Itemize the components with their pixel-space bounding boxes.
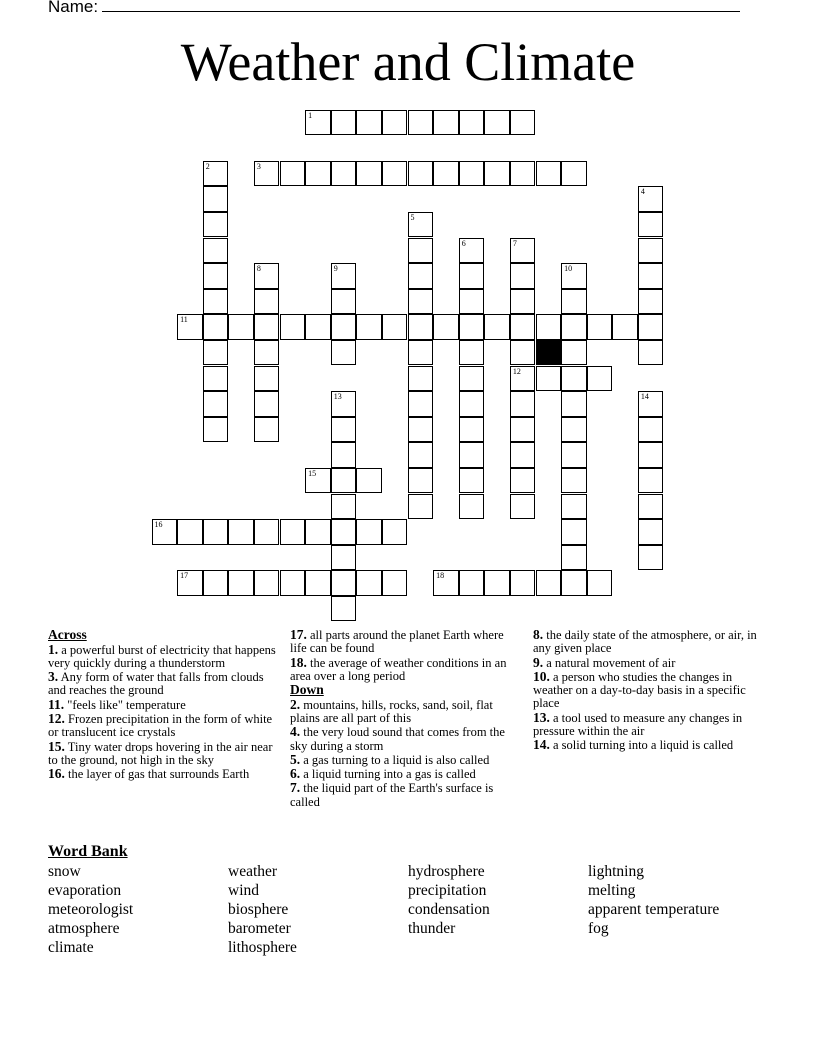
word-bank-item: lithosphere [228,939,297,956]
grid-cell[interactable] [331,314,357,340]
grid-cell[interactable] [561,417,587,443]
cell-number: 18 [436,571,445,581]
grid-cell[interactable] [356,161,382,187]
grid-cell[interactable] [561,545,587,571]
grid-cell[interactable] [638,212,664,238]
grid-cell[interactable] [382,314,408,340]
clue-down-4: 4. the very loud sound that comes from the sky during a storm [290,724,505,753]
clue-down-6: 6. a liquid turning into a gas is called [290,766,476,782]
grid-cell[interactable] [484,570,510,596]
grid-cell[interactable] [331,340,357,366]
cell-number: 10 [564,264,573,274]
clue-across-15: 15. Tiny water drops hovering in the air near to the ground, not high in the sky [48,738,273,767]
grid-cell[interactable] [305,110,331,136]
grid-cell[interactable] [484,161,510,187]
grid-cell[interactable] [408,263,434,289]
cell-number: 13 [333,392,342,402]
grid-cell[interactable] [203,366,229,392]
grid-cell[interactable] [459,263,485,289]
clue-down-14: 14. a solid turning into a liquid is called [533,737,734,753]
grid-cell[interactable] [408,442,434,468]
grid-cell[interactable] [612,314,638,340]
grid-cell[interactable] [408,212,434,238]
grid-cell[interactable] [510,570,536,596]
grid-cell[interactable] [561,263,587,289]
cell-number: 1 [308,110,313,120]
word-bank-item: thunder [408,920,456,937]
grid-cell[interactable] [203,391,229,417]
grid-cell[interactable] [382,519,408,545]
grid-cell[interactable] [484,314,510,340]
grid-cell[interactable] [433,110,459,136]
clue-down-9: 9. a natural movement of air [533,654,676,670]
cell-number: 8 [256,264,261,274]
word-bank-item: atmosphere [48,920,120,937]
grid-cell[interactable] [638,442,664,468]
grid-cell[interactable] [331,263,357,289]
down-heading: Down [290,682,324,698]
grid-cell[interactable] [561,494,587,520]
word-bank-item: melting [588,882,636,899]
grid-cell[interactable] [382,110,408,136]
grid-cell[interactable] [459,366,485,392]
grid-cell[interactable] [408,391,434,417]
cell-number: 17 [180,571,189,581]
grid-cell[interactable] [638,494,664,520]
grid-cell[interactable] [638,417,664,443]
grid-cell[interactable] [305,468,331,494]
clue-down-10: 10. a person who studies the changes in weather on a day-to-day basis in a specific place [533,668,746,711]
grid-cell[interactable] [561,289,587,315]
grid-cell[interactable] [408,161,434,187]
clues-column-1 [48,628,280,781]
grid-cell[interactable] [254,519,280,545]
grid-cell[interactable] [459,110,485,136]
word-bank-item: hydrosphere [408,863,485,880]
grid-cell[interactable] [638,238,664,264]
grid-cell[interactable] [331,417,357,443]
grid-cell[interactable] [228,519,254,545]
grid-cell[interactable] [510,340,536,366]
grid-cell[interactable] [536,161,562,187]
cell-number: 6 [461,238,466,248]
grid-cell[interactable] [408,314,434,340]
grid-cell[interactable] [331,289,357,315]
grid-cell[interactable] [331,570,357,596]
grid-cell[interactable] [356,468,382,494]
grid-cell[interactable] [331,391,357,417]
grid-cell[interactable] [459,442,485,468]
clues-column-2 [290,628,522,809]
page-title: Weather and Climate [180,32,636,92]
grid-cell[interactable] [638,263,664,289]
grid-cell[interactable] [356,519,382,545]
grid-cell[interactable] [254,314,280,340]
grid-cell[interactable] [254,366,280,392]
grid-block [536,340,562,366]
word-bank-item: wind [228,882,259,899]
grid-cell[interactable] [536,366,562,392]
grid-cell[interactable] [459,570,485,596]
clue-down-2: 2. mountains, hills, rocks, sand, soil, flat plains are all part of this [290,696,493,725]
grid-cell[interactable] [382,161,408,187]
grid-cell[interactable] [280,161,306,187]
grid-cell[interactable] [459,391,485,417]
word-bank-item: weather [228,863,278,880]
word-bank-item: condensation [408,901,490,918]
grid-cell[interactable] [408,494,434,520]
grid-cell[interactable] [254,263,280,289]
grid-cell[interactable] [587,366,613,392]
grid-cell[interactable] [459,468,485,494]
grid-cell[interactable] [254,289,280,315]
word-bank-item: snow [48,863,81,880]
grid-cell[interactable] [459,238,485,264]
clue-across-17: 17. all parts around the planet Earth where life can be found [290,627,504,656]
grid-cell[interactable] [510,161,536,187]
word-bank-item: climate [48,939,94,956]
grid-cell[interactable] [510,468,536,494]
grid-cell[interactable] [305,314,331,340]
word-bank-item: lightning [588,863,644,880]
grid-cell[interactable] [510,366,536,392]
grid-cell[interactable] [408,340,434,366]
grid-cell[interactable] [484,110,510,136]
grid-cell[interactable] [203,161,229,187]
clue-down-8: 8. the daily state of the atmosphere, or air, in any given place [533,627,757,656]
clue-across-16: 16. the layer of gas that surrounds Earth [48,766,250,782]
across-heading: Across [48,627,87,642]
grid-cell[interactable] [459,417,485,443]
grid-cell[interactable] [331,161,357,187]
cell-number: 9 [333,264,338,274]
grid-cell[interactable] [254,570,280,596]
grid-cell[interactable] [356,314,382,340]
grid-cell[interactable] [510,417,536,443]
grid-cell[interactable] [254,391,280,417]
cell-number: 2 [205,161,210,171]
cell-number: 11 [180,315,188,325]
grid-cell[interactable] [510,263,536,289]
grid-cell[interactable] [177,570,203,596]
grid-cell[interactable] [331,468,357,494]
grid-cell[interactable] [280,314,306,340]
grid-cell[interactable] [561,340,587,366]
grid-cell[interactable] [382,570,408,596]
clue-across-12: 12. Frozen precipitation in the form of white or translucent ice crystals [48,710,273,740]
grid-cell[interactable] [203,238,229,264]
word-bank-item: barometer [228,920,291,937]
grid-cell[interactable] [638,519,664,545]
grid-cell[interactable] [280,570,306,596]
grid-cell[interactable] [638,545,664,571]
grid-cell[interactable] [203,314,229,340]
grid-cell[interactable] [638,314,664,340]
cell-number: 15 [308,468,317,478]
grid-cell[interactable] [561,442,587,468]
grid-cell[interactable] [638,340,664,366]
cell-number: 12 [512,366,521,376]
grid-cell[interactable] [638,289,664,315]
grid-cell[interactable] [638,186,664,212]
grid-cell[interactable] [510,442,536,468]
clue-down-5: 5. a gas turning to a liquid is also called [290,751,490,767]
grid-cell[interactable] [561,468,587,494]
grid-cell[interactable] [510,238,536,264]
grid-cell[interactable] [254,161,280,187]
grid-cell[interactable] [228,314,254,340]
grid-cell[interactable] [408,238,434,264]
grid-cell[interactable] [177,314,203,340]
grid-cell[interactable] [510,289,536,315]
grid-cell[interactable] [408,468,434,494]
grid-cell[interactable] [203,570,229,596]
grid-cell[interactable] [203,212,229,238]
grid-cell[interactable] [331,110,357,136]
grid-cell[interactable] [203,186,229,212]
grid-cell[interactable] [510,110,536,136]
cell-number: 14 [640,392,649,402]
word-bank-item: biosphere [228,901,289,918]
grid-cell[interactable] [459,314,485,340]
grid-cell[interactable] [408,289,434,315]
clue-across-1: 1. a powerful burst of electricity that happens very quickly during a thunderstorm [48,641,276,670]
grid-cell[interactable] [331,596,357,622]
grid-cell[interactable] [203,340,229,366]
clue-across-3: 3. Any form of water that falls from clouds and reaches the ground [48,669,264,698]
grid-cell[interactable] [459,161,485,187]
grid-cell[interactable] [408,366,434,392]
grid-cell[interactable] [356,110,382,136]
grid-cell[interactable] [203,289,229,315]
grid-cell[interactable] [536,314,562,340]
clues-column-3 [533,628,765,753]
grid-cell[interactable] [408,417,434,443]
word-bank-item: apparent temperature [588,901,720,918]
word-bank-item: evaporation [48,882,122,899]
grid-cell[interactable] [587,570,613,596]
clue-across-11: 11. "feels like" temperature [48,696,186,712]
grid-cell[interactable] [561,570,587,596]
cell-number: 4 [640,187,645,197]
cell-number: 16 [154,520,163,530]
grid-cell[interactable] [254,417,280,443]
grid-cell[interactable] [561,366,587,392]
grid-cell[interactable] [305,519,331,545]
grid-cell[interactable] [536,570,562,596]
grid-cell[interactable] [280,519,306,545]
grid-cell[interactable] [433,314,459,340]
grid-cell[interactable] [152,519,178,545]
grid-cell[interactable] [638,391,664,417]
cell-number: 3 [256,161,261,171]
name-label: Name: [48,0,99,16]
word-bank-item: precipitation [408,882,487,899]
grid-cell[interactable] [331,442,357,468]
cell-number: 5 [410,212,415,222]
grid-cell[interactable] [587,314,613,340]
grid-cell[interactable] [459,289,485,315]
word-bank-item: meteorologist [48,901,134,918]
word-bank-item: fog [588,920,609,937]
grid-cell[interactable] [561,519,587,545]
grid-cell[interactable] [408,110,434,136]
grid-cell[interactable] [433,570,459,596]
cell-number: 7 [512,238,517,248]
grid-cell[interactable] [305,161,331,187]
grid-cell[interactable] [510,391,536,417]
grid-cell[interactable] [203,263,229,289]
grid-cell[interactable] [356,570,382,596]
grid-cell[interactable] [433,161,459,187]
grid-cell[interactable] [203,519,229,545]
clue-down-7: 7. the liquid part of the Earth's surface is called [290,780,494,809]
grid-cell[interactable] [305,570,331,596]
grid-cell[interactable] [459,340,485,366]
grid-cell[interactable] [254,340,280,366]
grid-cell[interactable] [459,494,485,520]
clue-down-13: 13. a tool used to measure any changes in pressure within the air [533,709,743,739]
grid-cell[interactable] [638,468,664,494]
grid-cell[interactable] [331,519,357,545]
grid-cell[interactable] [177,519,203,545]
grid-cell[interactable] [203,417,229,443]
grid-cell[interactable] [331,494,357,520]
grid-cell[interactable] [561,314,587,340]
grid-cell[interactable] [228,570,254,596]
grid-cell[interactable] [561,161,587,187]
clue-across-18: 18. the average of weather conditions in an area over a long period [290,654,507,683]
word-bank-heading: Word Bank [48,843,128,860]
grid-cell[interactable] [331,545,357,571]
grid-cell[interactable] [510,314,536,340]
grid-cell[interactable] [510,494,536,520]
grid-cell[interactable] [561,391,587,417]
